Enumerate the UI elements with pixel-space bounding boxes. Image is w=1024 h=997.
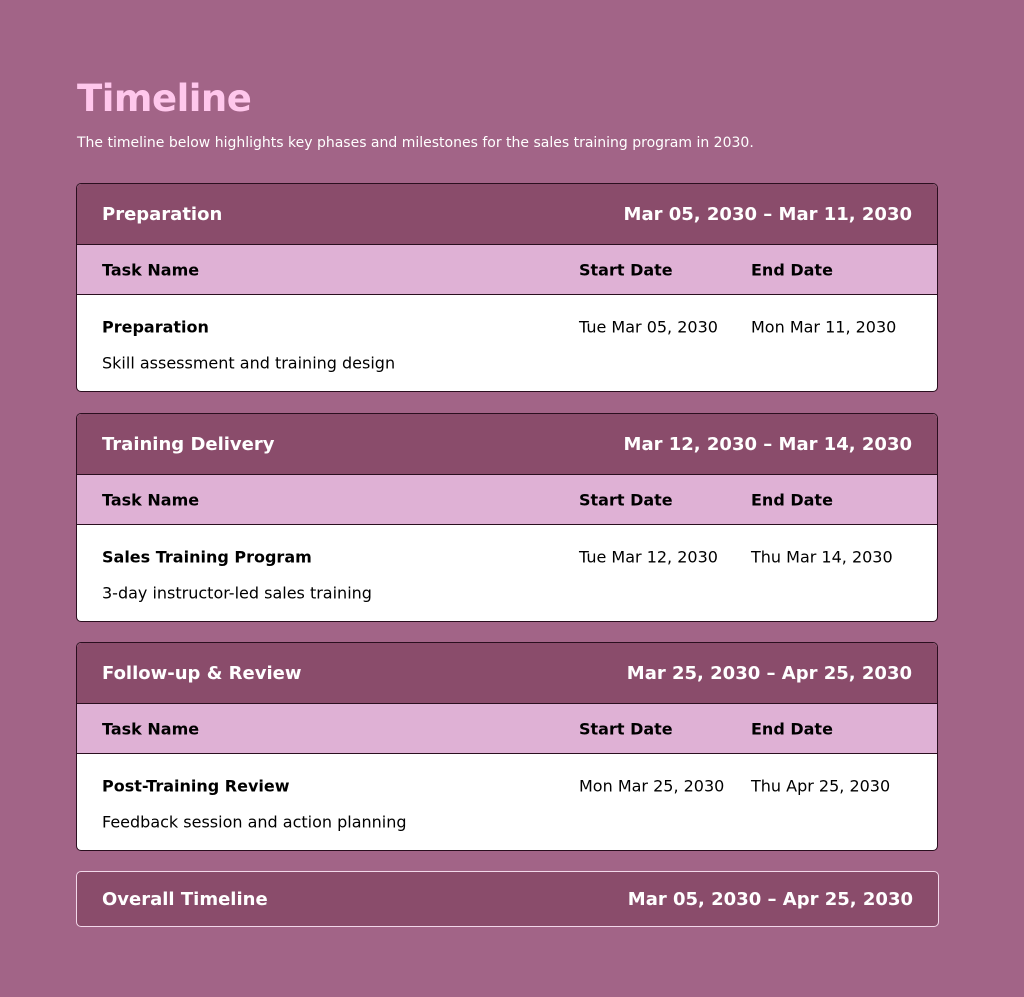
phase-header — [77, 643, 937, 704]
task-description: Feedback session and action planning — [102, 812, 407, 832]
task-end-date: Thu Mar 14, 2030 — [751, 547, 893, 567]
overall-timeline-bar — [76, 871, 939, 927]
task-row — [77, 754, 937, 850]
phase-card-preparation — [76, 183, 938, 392]
task-name: Sales Training Program — [102, 547, 312, 567]
overall-date-range: Mar 05, 2030 – Apr 25, 2030 — [627, 888, 913, 910]
task-row — [77, 525, 937, 621]
phase-card-training-delivery — [76, 413, 938, 622]
task-row — [77, 295, 937, 391]
column-start-date: Start Date — [579, 260, 673, 279]
column-task-name: Task Name — [102, 490, 200, 509]
column-task-name: Task Name — [102, 719, 200, 738]
task-description: Skill assessment and training design — [102, 353, 396, 373]
task-description: 3-day instructor-led sales training — [102, 583, 372, 603]
task-end-date: Mon Mar 11, 2030 — [751, 317, 897, 337]
column-end-date: End Date — [751, 719, 833, 738]
column-start-date: Start Date — [579, 490, 673, 509]
phase-date-range: Mar 25, 2030 – Apr 25, 2030 — [626, 662, 912, 684]
column-header-row — [77, 245, 937, 295]
phase-date-range: Mar 12, 2030 – Mar 14, 2030 — [623, 433, 912, 455]
phase-card-follow-up-review — [76, 642, 938, 851]
overall-label: Overall Timeline — [102, 888, 268, 910]
task-start-date: Tue Mar 12, 2030 — [579, 547, 718, 567]
phase-header — [77, 414, 937, 475]
task-name: Post-Training Review — [102, 776, 290, 796]
task-start-date: Tue Mar 05, 2030 — [579, 317, 718, 337]
phase-name: Training Delivery — [102, 433, 275, 455]
task-start-date: Mon Mar 25, 2030 — [579, 776, 725, 796]
phase-date-range: Mar 05, 2030 – Mar 11, 2030 — [623, 203, 912, 225]
column-end-date: End Date — [751, 260, 833, 279]
page-subtitle: The timeline below highlights key phases and milestones for the sales training program in 2030. — [77, 135, 754, 151]
page-title: Timeline — [77, 77, 252, 120]
column-task-name: Task Name — [102, 260, 200, 279]
task-end-date: Thu Apr 25, 2030 — [751, 776, 891, 796]
task-name: Preparation — [102, 317, 209, 337]
column-header-row — [77, 475, 937, 525]
phase-header — [77, 184, 937, 245]
phase-name: Follow-up & Review — [102, 662, 302, 684]
column-header-row — [77, 704, 937, 754]
column-end-date: End Date — [751, 490, 833, 509]
column-start-date: Start Date — [579, 719, 673, 738]
phase-name: Preparation — [102, 203, 223, 225]
